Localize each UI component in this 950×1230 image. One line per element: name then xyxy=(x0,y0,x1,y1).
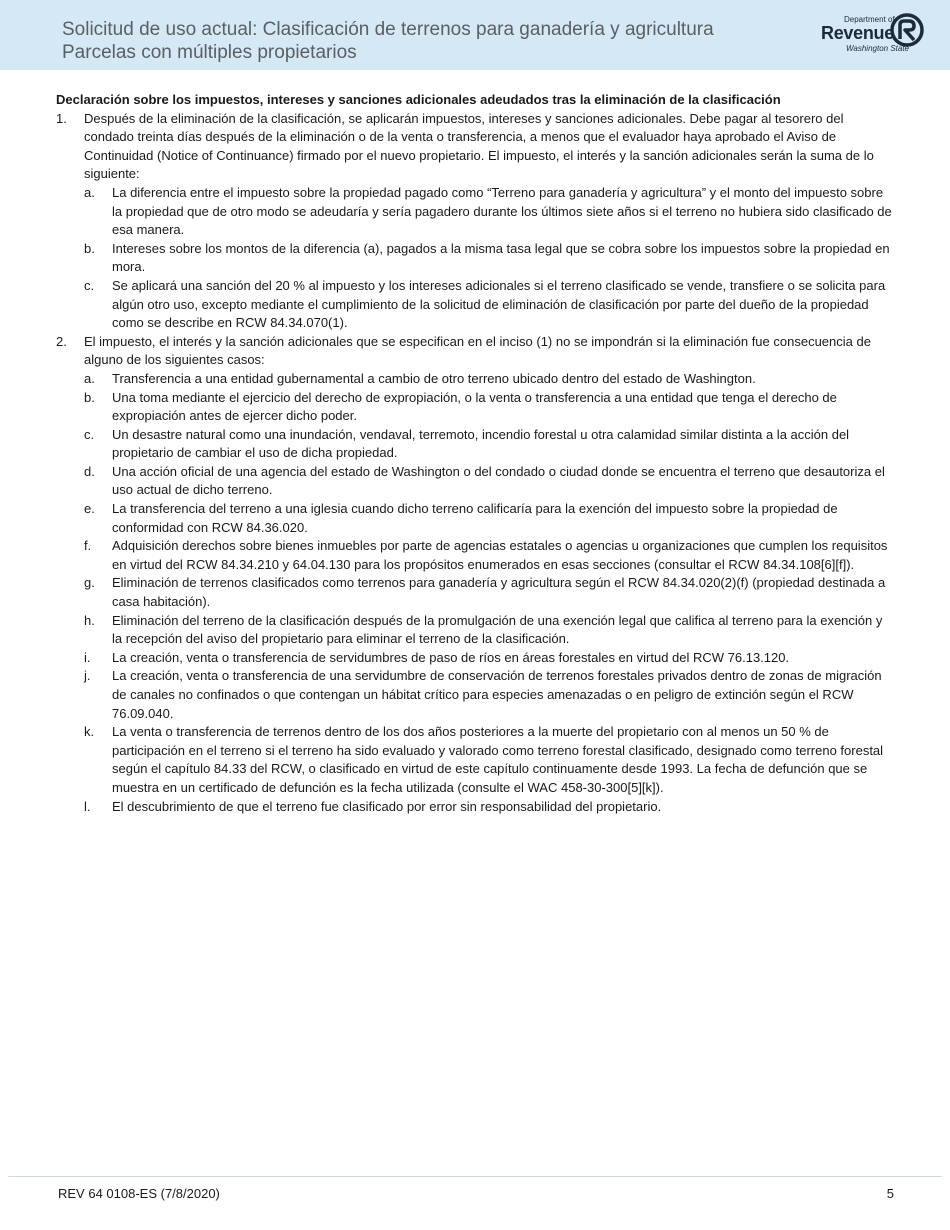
footer-divider xyxy=(8,1176,942,1177)
sub-item-1a xyxy=(56,184,896,240)
sub-item-text: Transferencia a una entidad gubernamental a cambio de otro terreno ubicado dentro del estado de Washington. xyxy=(112,370,756,386)
sub-item-text: La creación, venta o transferencia de una servidumbre de conservación de terrenos forestales privados dentro de zonas de migración de canales no confinados o que contengan un hábitat crítico para especies amenazadas o en peligro de extinción según el RCW 76.09.040. xyxy=(112,668,882,721)
sub-marker: k. xyxy=(84,724,95,740)
sub-item-text: La venta o transferencia de terrenos dentro de los dos años posteriores a la muerte del propietario con al menos un 50 % de participación en el terreno si el terreno ha sido evaluado y valorado como terreno forestal clasificado, designado como terreno forestal según el capítulo 84.33 del RCW, o clasificado en virtud de este capítulo continuamente desde 1993. La fecha de defunción que se muestra en un certificado de defunción es la fecha utilizada (consulte el WAC 458-30-300[5][k]). xyxy=(112,724,884,795)
sub-marker: e. xyxy=(84,501,95,517)
sub-marker: j. xyxy=(84,668,91,684)
sub-item-text: Una acción oficial de una agencia del estado de Washington o del condado o ciudad donde se encuentra el terreno que desautoriza el uso actual de dicho terreno. xyxy=(112,463,885,498)
list-marker: 2. xyxy=(56,333,67,349)
sub-item-2j xyxy=(56,667,896,723)
list-item-1 xyxy=(56,110,896,184)
form-number: REV 64 0108-ES (7/8/2020) xyxy=(58,1186,220,1201)
logo-revenue-text: Revenue xyxy=(821,23,894,43)
document-title xyxy=(62,18,782,64)
sub-item-text: Eliminación de terrenos clasificados como terrenos para ganadería y agricultura según el RCW 84.34.020(2)(f) (propiedad destinada a casa habitación). xyxy=(112,575,886,610)
list-item-text: Después de la eliminación de la clasificación, se aplicarán impuestos, intereses y sanciones adicionales. Debe pagar al tesorero del condado treinta días después de la eliminación o de la venta o transferencia, a menos que el evaluador haya aprobado el Aviso de Continuidad (Notice of Continuance) firmado por el nuevo propietario. El impuesto, el interés y la sanción adicionales serán la suma de lo siguiente: xyxy=(84,110,874,182)
logo-emblem-icon xyxy=(890,13,924,47)
list-item-2 xyxy=(56,333,896,370)
sub-item-text: La transferencia del terreno a una iglesia cuando dicho terreno calificaría para la exención del impuesto sobre la propiedad de conformidad con RCW 84.36.020. xyxy=(112,501,838,535)
sub-item-text: Una toma mediante el ejercicio del derecho de expropiación, o la venta o transferencia a una entidad que tenga el derecho de expropiación antes de ejercer dicho poder. xyxy=(112,389,837,424)
sub-marker: i. xyxy=(84,649,91,665)
list-item-text: El impuesto, el interés y la sanción adicionales que se especifican en el inciso (1) no se impondrán si la eliminación fue consecuencia de alguno de los siguientes casos: xyxy=(84,333,871,368)
sub-item-text: Adquisición derechos sobre bienes inmuebles por parte de agencias estatales o agencias u organizaciones que cumplen los requisitos en virtud del RCW 84.34.210 y 64.04.130 para los propósitos enumerados en esas secciones (consultar el RCW 84.34.108[6][f]). xyxy=(112,538,888,572)
sub-item-2h xyxy=(56,612,896,649)
page-number: 5 xyxy=(886,1186,894,1201)
sub-item-2e xyxy=(56,500,896,537)
list-marker: 1. xyxy=(56,110,67,126)
document-body xyxy=(56,91,896,816)
sub-item-text: La creación, venta o transferencia de servidumbres de paso de ríos en áreas forestales en virtud del RCW 76.13.120. xyxy=(112,649,790,665)
title-line-1: Solicitud de uso actual: Clasificación de terrenos para ganadería y agricultura xyxy=(62,19,714,40)
sub-marker: g. xyxy=(84,575,95,591)
sub-marker: b. xyxy=(84,240,95,256)
sub-marker: c. xyxy=(84,426,95,442)
sub-marker: h. xyxy=(84,612,95,628)
sub-marker: l. xyxy=(84,798,91,814)
sub-item-text: Eliminación del terreno de la clasificación después de la promulgación de una exención legal que califica al terreno para la exención y la recepción del aviso del propietario para eliminar el terreno de la clasificación. xyxy=(112,612,883,647)
sub-item-2a xyxy=(56,370,896,389)
sub-item-text: La diferencia entre el impuesto sobre la propiedad pagado como “Terreno para ganadería y agricultura” y el monto del impuesto sobre la propiedad que de otro modo se adeudaría y sería pagadero durante los últimos siete años si el terreno no hubiera sido clasificado de esa manera. xyxy=(112,184,892,238)
sub-marker: c. xyxy=(84,277,95,293)
sub-item-2k xyxy=(56,723,896,797)
dor-logo xyxy=(818,13,930,59)
section-heading: Declaración sobre los impuestos, intereses y sanciones adicionales adeudados tras la eliminación de la clasificación xyxy=(56,92,781,107)
logo-state-text: Washington State xyxy=(846,44,910,53)
sub-item-text: Se aplicará una sanción del 20 % al impuesto y los intereses adicionales si el terreno clasificado se vende, transfiere o se solicita para algún otro uso, excepto mediante el cumplimiento de la solicitud de eliminación de clasificación por parte del dueño de la propiedad como se describe en RCW 84.34.070(1). xyxy=(112,277,886,331)
logo-department-text: Department of xyxy=(844,15,895,24)
sub-item-2g xyxy=(56,574,896,611)
sub-marker: f. xyxy=(84,538,92,554)
sub-item-text: El descubrimiento de que el terreno fue clasificado por error sin responsabilidad del propietario. xyxy=(112,798,662,814)
title-line-2: Parcelas con múltiples propietarios xyxy=(62,42,357,63)
sub-item-2d xyxy=(56,463,896,500)
sub-marker: d. xyxy=(84,463,95,479)
sub-item-2l xyxy=(56,798,896,817)
sub-item-2f xyxy=(56,537,896,574)
sub-marker: a. xyxy=(84,184,95,200)
sub-item-1b xyxy=(56,240,896,277)
sub-item-text: Intereses sobre los montos de la diferencia (a), pagados a la misma tasa legal que se cobra sobre los impuestos sobre la propiedad en mora. xyxy=(112,240,890,275)
sub-item-2c xyxy=(56,426,896,463)
sub-item-2b xyxy=(56,389,896,426)
sub-item-text: Un desastre natural como una inundación, vendaval, terremoto, incendio forestal u otra calamidad similar distinta a la acción del propietario de cambiar el uso de dicha propiedad. xyxy=(112,426,850,461)
sub-item-2i xyxy=(56,649,896,668)
sub-marker: a. xyxy=(84,370,95,386)
sub-item-1c xyxy=(56,277,896,333)
sub-marker: b. xyxy=(84,389,95,405)
page-header xyxy=(0,0,950,70)
